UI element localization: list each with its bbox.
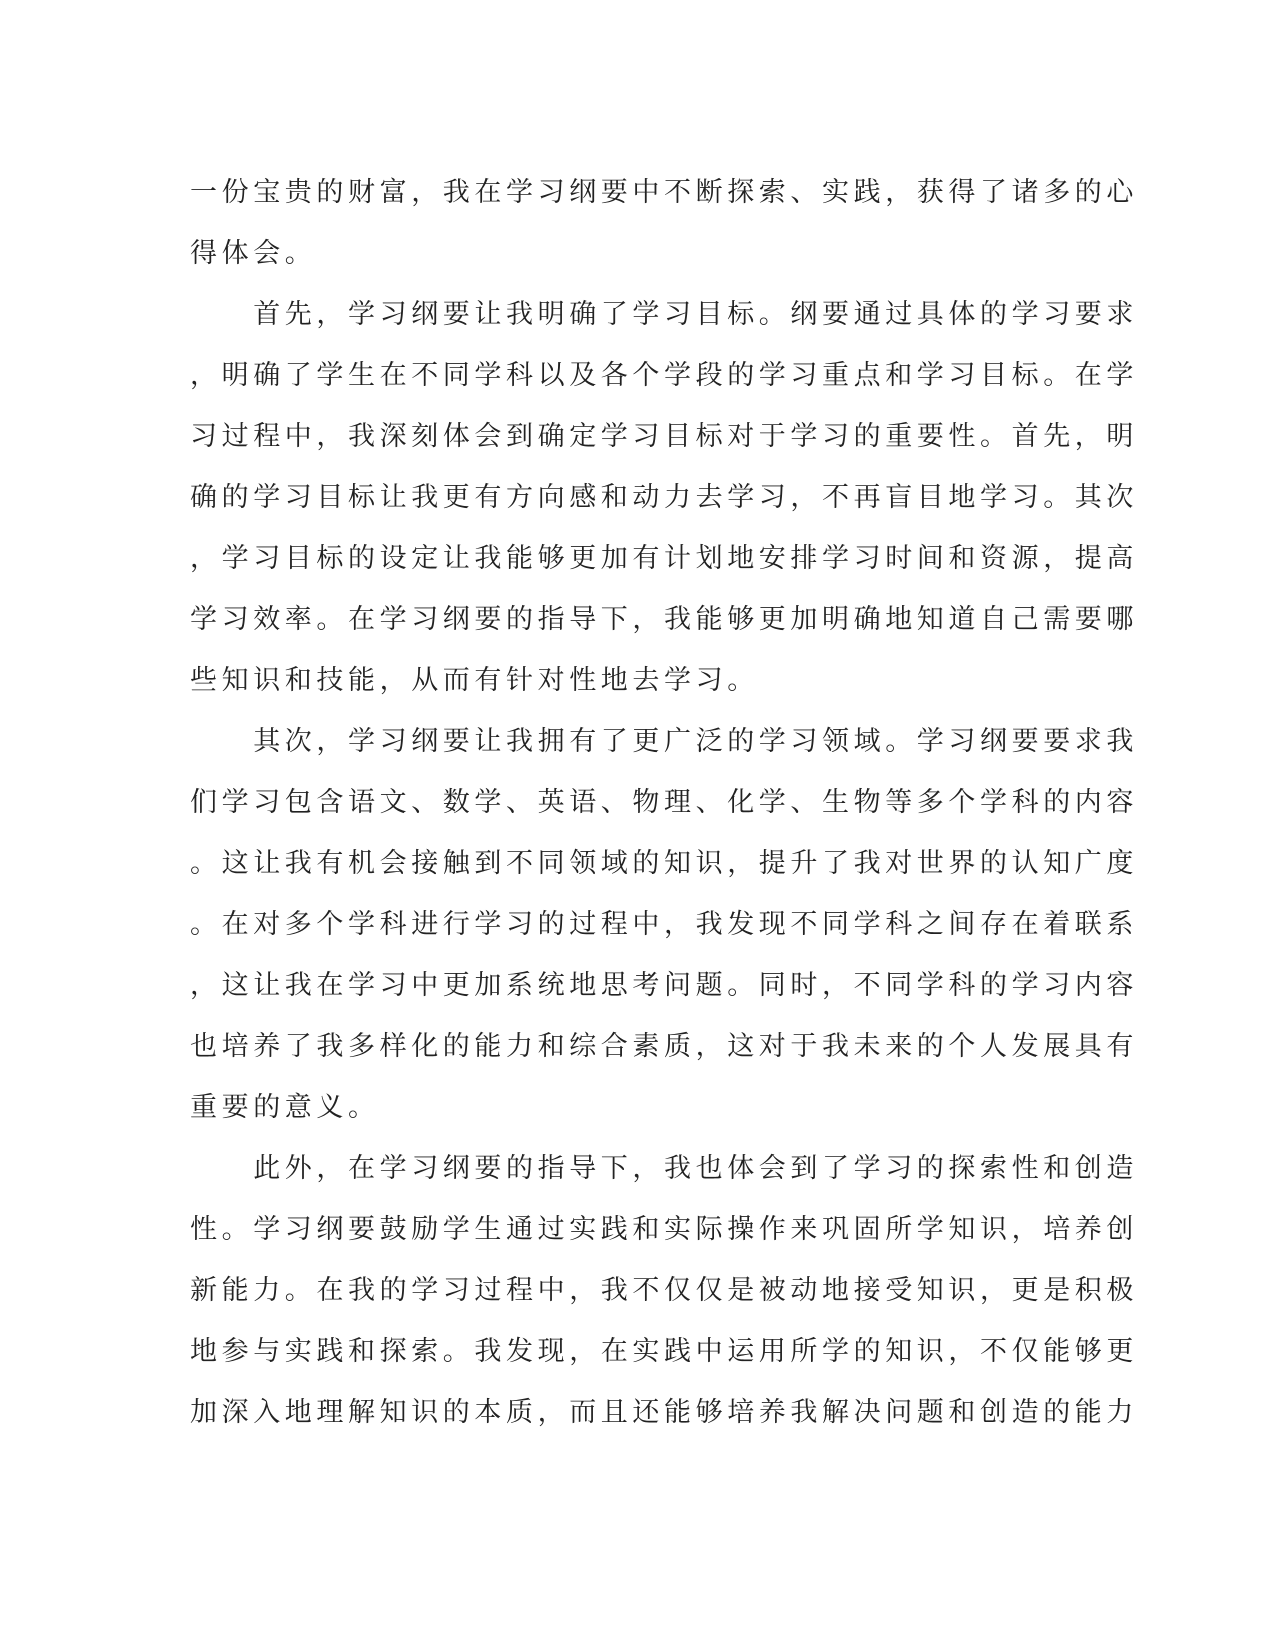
- text-line: 其次，学习纲要让我拥有了更广泛的学习领域。学习纲要要求我: [190, 726, 1138, 757]
- text-line: 习过程中，我深刻体会到确定学习目标对于学习的重要性。首先，明: [190, 421, 1138, 452]
- text-line: 确的学习目标让我更有方向感和动力去学习，不再盲目地学习。其次: [190, 482, 1138, 513]
- text-line: 新能力。在我的学习过程中，我不仅仅是被动地接受知识，更是积极: [190, 1275, 1138, 1306]
- text-line: 加深入地理解知识的本质，而且还能够培养我解决问题和创造的能力: [190, 1397, 1138, 1428]
- text-line: 性。学习纲要鼓励学生通过实践和实际操作来巩固所学知识，培养创: [190, 1214, 1138, 1245]
- text-line: ，学习目标的设定让我能够更加有计划地安排学习时间和资源，提高: [190, 543, 1138, 574]
- text-line: 此外，在学习纲要的指导下，我也体会到了学习的探索性和创造: [190, 1153, 1138, 1184]
- text-line: 地参与实践和探索。我发现，在实践中运用所学的知识，不仅能够更: [190, 1336, 1138, 1367]
- text-line: 。在对多个学科进行学习的过程中，我发现不同学科之间存在着联系: [190, 909, 1138, 940]
- text-line: ，这让我在学习中更加系统地思考问题。同时，不同学科的学习内容: [190, 970, 1138, 1001]
- text-line: ，明确了学生在不同学科以及各个学段的学习重点和学习目标。在学: [190, 360, 1138, 391]
- text-line: 些知识和技能，从而有针对性地去学习。: [190, 665, 759, 696]
- text-line: 也培养了我多样化的能力和综合素质，这对于我未来的个人发展具有: [190, 1031, 1138, 1062]
- text-line: 学习效率。在学习纲要的指导下，我能够更加明确地知道自己需要哪: [190, 604, 1138, 635]
- body-text: [190, 162, 1138, 1443]
- text-line: 重要的意义。: [190, 1092, 380, 1123]
- text-line: 一份宝贵的财富，我在学习纲要中不断探索、实践，获得了诸多的心: [190, 177, 1138, 208]
- text-line: 首先，学习纲要让我明确了学习目标。纲要通过具体的学习要求: [190, 299, 1138, 330]
- text-line: 们学习包含语文、数学、英语、物理、化学、生物等多个学科的内容: [190, 787, 1138, 818]
- text-line: 得体会。: [190, 238, 317, 269]
- text-line: 。这让我有机会接触到不同领域的知识，提升了我对世界的认知广度: [190, 848, 1138, 879]
